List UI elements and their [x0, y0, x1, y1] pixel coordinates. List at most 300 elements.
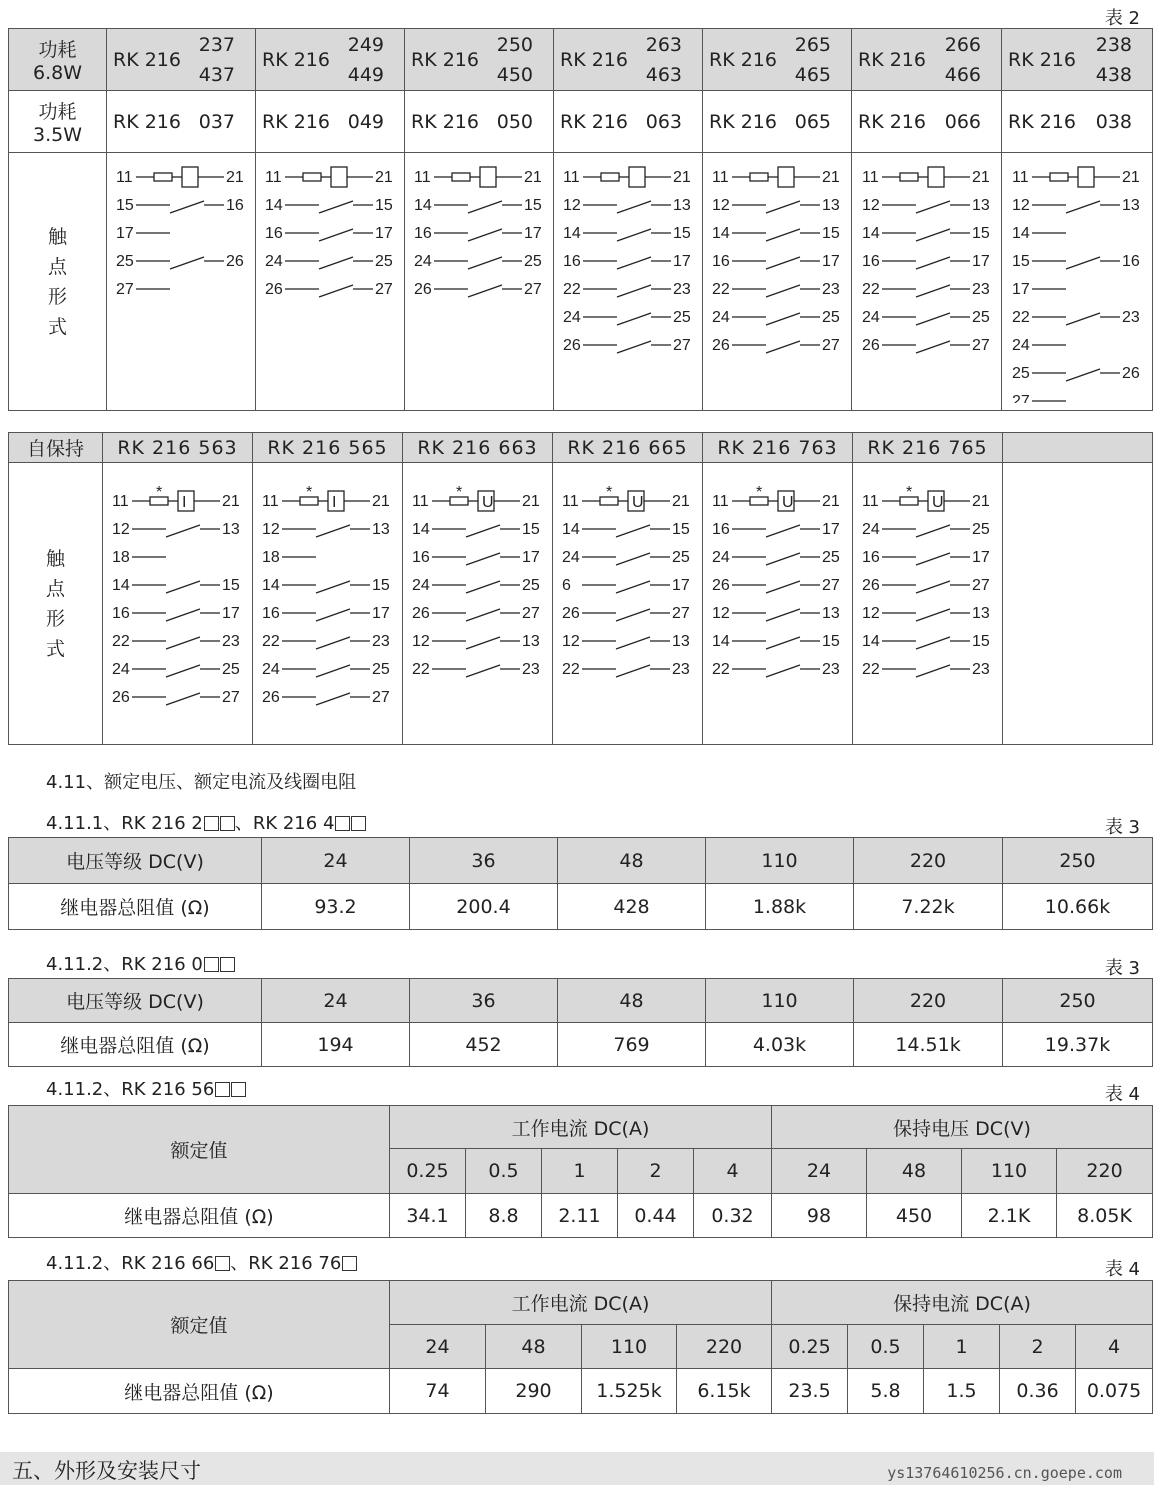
star-mark: *: [155, 484, 162, 501]
cell: 4.03k: [706, 1023, 854, 1067]
cell: 7.22k: [854, 884, 1003, 930]
contact-row: [112, 661, 240, 678]
coil-icon: [182, 167, 198, 187]
contact-row: [563, 167, 691, 187]
terminal-label: 27: [971, 337, 990, 354]
contact-form-label: 触 点 形 式: [9, 463, 103, 745]
terminal-label: 27: [371, 689, 390, 706]
terminal-label: 26: [1122, 365, 1140, 382]
cell: 0.5: [466, 1149, 542, 1194]
cell: 93.2: [262, 884, 410, 930]
contact-blade: [466, 553, 500, 565]
contact-row: [862, 549, 990, 566]
terminal-label: 23: [221, 633, 240, 650]
cell: 4: [1076, 1325, 1153, 1369]
cell: 200.4: [410, 884, 558, 930]
contact-blade: [766, 637, 800, 649]
terminal-label: 17: [375, 225, 393, 242]
coil-icon: [1078, 167, 1094, 187]
contact-row: [563, 337, 691, 354]
contact-blade: [166, 581, 200, 593]
cell: 0.32: [694, 1194, 772, 1238]
cell: 220: [1057, 1149, 1153, 1194]
contact-blade: [316, 581, 350, 593]
contact-row: [712, 484, 840, 511]
terminal-label: 27: [221, 689, 240, 706]
contact-row: [563, 197, 691, 214]
terminal-label: 23: [371, 633, 390, 650]
terminal-label: 11: [411, 493, 429, 510]
terminal-label: 13: [821, 605, 840, 622]
terminal-label: 21: [673, 169, 691, 186]
cell: 4: [694, 1149, 772, 1194]
terminal-label: 12: [563, 197, 581, 214]
contact-blade: [617, 257, 651, 269]
contact-row: [414, 253, 542, 270]
terminal-label: 22: [261, 633, 280, 650]
terminal-label: 17: [116, 225, 134, 242]
row-label: 电压等级 DC(V): [9, 979, 262, 1023]
terminal-label: 12: [261, 521, 280, 538]
contact-blade: [166, 637, 200, 649]
terminal-label: 12: [111, 521, 130, 538]
contact-diagram: [1002, 153, 1153, 411]
terminal-label: 27: [671, 605, 690, 622]
terminal-label: 17: [822, 253, 840, 270]
terminal-label: 21: [1122, 169, 1140, 186]
terminal-label: 16: [563, 253, 581, 270]
cell: 1.88k: [706, 884, 854, 930]
contact-diagram: [853, 463, 1003, 745]
terminal-label: 13: [671, 633, 690, 650]
terminal-label: 26: [226, 253, 244, 270]
terminal-label: 27: [673, 337, 691, 354]
terminal-label: 11: [265, 169, 282, 186]
model-cell: RK 216 066: [852, 91, 1002, 153]
terminal-label: 27: [116, 281, 134, 298]
terminal-label: 26: [411, 605, 430, 622]
terminal-label: 27: [521, 605, 540, 622]
terminal-label: 26: [265, 281, 283, 298]
contact-blade: [316, 637, 350, 649]
table3b: [8, 978, 1153, 1067]
contact-row: [862, 337, 990, 354]
terminal-label: 24: [712, 309, 730, 326]
contact-row: [265, 281, 393, 298]
terminal-label: 24: [861, 521, 880, 538]
terminal-label: 22: [712, 281, 730, 298]
terminal-label: 17: [1012, 281, 1030, 298]
contact-blade: [617, 341, 651, 353]
model-cell: RK 216 449 249: [256, 29, 405, 91]
contact-row: [562, 549, 690, 566]
terminal-label: 18: [111, 549, 130, 566]
contact-row: [112, 484, 240, 511]
terminal-label: 25: [375, 253, 393, 270]
cell: 24: [390, 1325, 486, 1369]
cell: 24: [262, 979, 410, 1023]
terminal-label: 11: [414, 169, 431, 186]
contact-row: [712, 281, 840, 298]
terminal-label: 17: [671, 577, 690, 594]
cell: 36: [410, 838, 558, 884]
cell: 450: [867, 1194, 962, 1238]
terminal-label: 27: [375, 281, 393, 298]
contact-row: [414, 167, 542, 187]
cell: 48: [486, 1325, 582, 1369]
cell: 2.11: [542, 1194, 618, 1238]
contact-row: [563, 225, 691, 242]
t3a-caption: 表 3: [1104, 817, 1140, 838]
terminal-label: 24: [561, 549, 580, 566]
model-cell: RK 216 049: [256, 91, 405, 153]
contact-row: [862, 521, 990, 538]
contact-blade: [766, 581, 800, 593]
latching-label: 自保持: [9, 433, 103, 463]
contact-row: [1012, 197, 1140, 214]
contact-blade: [468, 285, 502, 297]
contact-blade: [616, 525, 650, 537]
latch-model: RK 216 663: [403, 433, 553, 463]
coil-label: I: [181, 494, 186, 511]
group-header: 工作电流 DC(A): [390, 1281, 772, 1325]
contact-blade: [468, 201, 502, 213]
terminal-label: 22: [861, 281, 880, 298]
contact-blade: [316, 665, 350, 677]
contact-row: [262, 484, 390, 511]
cell: 8.05K: [1057, 1194, 1153, 1238]
contact-row: [862, 309, 990, 326]
t3a-heading: 4.11.1、RK 216 2 、RK 216 4: [46, 809, 366, 835]
terminal-label: 15: [821, 633, 840, 650]
contact-row: [562, 661, 690, 678]
terminal-label: 13: [521, 633, 540, 650]
terminal-label: 24: [711, 549, 730, 566]
terminal-label: 24: [261, 661, 280, 678]
terminal-label: 24: [1012, 337, 1030, 354]
resistor-icon: [154, 173, 172, 181]
contact-row: [712, 633, 840, 650]
contact-blade: [617, 285, 651, 297]
terminal-label: 23: [1122, 309, 1140, 326]
model-cell: RK 216 038: [1002, 91, 1153, 153]
cell: 24: [262, 838, 410, 884]
contact-blade: [766, 201, 800, 213]
contact-diagram: [403, 463, 553, 745]
terminal-label: 11: [1012, 169, 1029, 186]
terminal-label: 25: [671, 549, 690, 566]
contact-blade: [916, 257, 950, 269]
terminal-label: 21: [524, 169, 542, 186]
terminal-label: 27: [822, 337, 840, 354]
terminal-label: 14: [265, 197, 283, 214]
contact-blade: [916, 201, 950, 213]
terminal-label: 21: [821, 493, 840, 510]
contact-blade: [916, 581, 950, 593]
terminal-label: 16: [414, 225, 432, 242]
terminal-label: 17: [673, 253, 691, 270]
terminal-label: 17: [221, 605, 240, 622]
terminal-label: 11: [712, 169, 729, 186]
contact-blade: [166, 609, 200, 621]
terminal-label: 27: [524, 281, 542, 298]
row-label: 继电器总阻值 (Ω): [9, 1369, 390, 1414]
terminal-label: 26: [711, 577, 730, 594]
cell: 48: [867, 1149, 962, 1194]
contact-row: [412, 577, 540, 594]
terminal-label: 16: [711, 521, 730, 538]
contact-row: [862, 484, 990, 511]
empty-cell: [1003, 463, 1153, 745]
group-header: 保持电流 DC(A): [772, 1281, 1153, 1325]
terminal-label: 21: [971, 493, 990, 510]
terminal-label: 15: [116, 197, 134, 214]
contact-blade: [766, 313, 800, 325]
terminal-label: 14: [261, 577, 280, 594]
terminal-label: 21: [226, 169, 244, 186]
contact-row: [112, 577, 240, 594]
terminal-label: 14: [111, 577, 130, 594]
contact-row: [1012, 309, 1140, 326]
contact-diagram: [107, 153, 256, 411]
contact-row: [412, 661, 540, 678]
contact-blade: [766, 525, 800, 537]
contact-row: [414, 197, 542, 214]
contact-blade: [766, 665, 800, 677]
resistor-icon: [750, 173, 768, 181]
cell: 36: [410, 979, 558, 1023]
contact-row: [262, 661, 390, 678]
contact-row: [712, 167, 840, 187]
contact-row: [116, 225, 170, 242]
contact-row: [265, 197, 393, 214]
contact-blade: [766, 229, 800, 241]
cell: 1: [542, 1149, 618, 1194]
contact-row: [1012, 365, 1140, 382]
contact-blade: [466, 665, 500, 677]
terminal-label: 14: [561, 521, 580, 538]
terminal-label: 16: [861, 253, 880, 270]
coil-icon: [629, 167, 645, 187]
empty-cell: [1003, 433, 1153, 463]
contact-diagram: [703, 463, 853, 745]
contact-blade: [466, 637, 500, 649]
terminal-label: 21: [375, 169, 393, 186]
contact-blade: [166, 665, 200, 677]
table2: [8, 28, 1153, 411]
contact-row: [412, 549, 540, 566]
contact-row: [112, 549, 166, 566]
terminal-label: 15: [971, 633, 990, 650]
model-cell: RK 216 437 237: [107, 29, 256, 91]
cell: 452: [410, 1023, 558, 1067]
contact-row: [563, 309, 691, 326]
terminal-label: 15: [1012, 253, 1030, 270]
contact-row: [1012, 253, 1140, 270]
contact-row: [1012, 393, 1066, 403]
terminal-label: 11: [711, 493, 729, 510]
terminal-label: 11: [111, 493, 129, 510]
latch-model: RK 216 565: [253, 433, 403, 463]
t3b-heading: 4.11.2、RK 216 0: [46, 950, 235, 976]
terminal-label: 15: [671, 521, 690, 538]
cell: 2: [1000, 1325, 1076, 1369]
contact-blade: [1066, 201, 1100, 213]
terminal-label: 23: [822, 281, 840, 298]
model-cell: RK 216 065: [703, 91, 852, 153]
terminal-label: 13: [371, 521, 390, 538]
table4b: [8, 1280, 1153, 1414]
terminal-label: 16: [712, 253, 730, 270]
t4a-caption: 表 4: [1104, 1084, 1140, 1105]
cell: 34.1: [390, 1194, 466, 1238]
terminal-label: 12: [861, 197, 880, 214]
contact-blade: [916, 313, 950, 325]
contact-blade: [170, 257, 204, 269]
power-68-label: 功耗 6.8W: [9, 29, 107, 91]
terminal-label: 11: [563, 169, 580, 186]
contact-blade: [616, 665, 650, 677]
terminal-label: 22: [561, 661, 580, 678]
cell: 24: [772, 1149, 867, 1194]
terminal-label: 11: [261, 493, 279, 510]
terminal-label: 16: [1122, 253, 1140, 270]
contact-blade: [766, 341, 800, 353]
cell: 14.51k: [854, 1023, 1003, 1067]
terminal-label: 13: [971, 605, 990, 622]
contact-blade: [166, 525, 200, 537]
contact-row: [1012, 167, 1140, 187]
contact-form-label: 触 点 形 式: [9, 153, 107, 411]
terminal-label: 22: [563, 281, 581, 298]
row-label: 电压等级 DC(V): [9, 838, 262, 884]
terminal-label: 14: [861, 633, 880, 650]
contact-row: [262, 605, 390, 622]
terminal-label: 25: [822, 309, 840, 326]
model-cell: RK 216 463 263: [554, 29, 703, 91]
contact-row: [862, 605, 990, 622]
terminal-label: 26: [861, 577, 880, 594]
cell: 110: [582, 1325, 677, 1369]
terminal-label: 27: [1012, 393, 1030, 403]
coil-label: I: [331, 494, 336, 511]
latch-model: RK 216 763: [703, 433, 853, 463]
terminal-label: 26: [261, 689, 280, 706]
contact-blade: [766, 553, 800, 565]
contact-row: [712, 253, 840, 270]
cell: 0.36: [1000, 1369, 1076, 1414]
terminal-label: 13: [673, 197, 691, 214]
terminal-label: 17: [371, 605, 390, 622]
contact-blade: [316, 609, 350, 621]
terminal-label: 13: [1122, 197, 1140, 214]
cell: 194: [262, 1023, 410, 1067]
star-mark: *: [305, 484, 312, 501]
contact-blade: [319, 201, 353, 213]
contact-row: [712, 521, 840, 538]
row-label: 继电器总阻值 (Ω): [9, 1194, 390, 1238]
contact-row: [712, 577, 840, 594]
cell: 10.66k: [1003, 884, 1153, 930]
contact-blade: [468, 229, 502, 241]
terminal-label: 16: [226, 197, 244, 214]
terminal-label: 13: [822, 197, 840, 214]
terminal-label: 16: [261, 605, 280, 622]
contact-row: [712, 309, 840, 326]
terminal-label: 25: [821, 549, 840, 566]
terminal-label: 25: [521, 577, 540, 594]
contact-blade: [916, 341, 950, 353]
cell: 23.5: [772, 1369, 848, 1414]
contact-blade: [916, 285, 950, 297]
section-4-11-title: 4.11、额定电压、额定电流及线圈电阻: [46, 772, 357, 793]
terminal-label: 22: [111, 633, 130, 650]
contact-row: [112, 633, 240, 650]
cell: 220: [677, 1325, 772, 1369]
star-mark: *: [455, 484, 462, 501]
table4a: [8, 1105, 1153, 1238]
cell: 220: [854, 979, 1003, 1023]
terminal-label: 26: [111, 689, 130, 706]
contact-blade: [916, 665, 950, 677]
cell: 0.25: [390, 1149, 466, 1194]
contact-row: [563, 281, 691, 298]
cell: 290: [486, 1369, 582, 1414]
contact-row: [712, 549, 840, 566]
contact-row: [412, 633, 540, 650]
contact-row: [265, 225, 393, 242]
contact-diagram: [852, 153, 1002, 411]
t4b-heading: 4.11.2、RK 216 66 、RK 216 76: [46, 1249, 357, 1275]
terminal-label: 15: [524, 197, 542, 214]
cell: 1.525k: [582, 1369, 677, 1414]
cell: 8.8: [466, 1194, 542, 1238]
contact-blade: [616, 609, 650, 621]
terminal-label: 24: [414, 253, 432, 270]
terminal-label: 26: [414, 281, 432, 298]
cell: 48: [558, 979, 706, 1023]
model-cell: RK 216 037: [107, 91, 256, 153]
terminal-label: 24: [563, 309, 581, 326]
cell: 48: [558, 838, 706, 884]
contact-row: [862, 633, 990, 650]
table2-caption: 表 2: [1104, 8, 1140, 29]
coil-icon: [928, 167, 944, 187]
latch-model: RK 216 765: [853, 433, 1003, 463]
contact-blade: [766, 285, 800, 297]
contact-row: [112, 605, 240, 622]
terminal-label: 13: [971, 197, 990, 214]
coil-label: U: [931, 494, 944, 511]
terminal-label: 16: [265, 225, 283, 242]
terminal-label: 23: [673, 281, 691, 298]
terminal-label: 25: [116, 253, 134, 270]
contact-diagram: [703, 153, 852, 411]
contact-row: [262, 549, 316, 566]
contact-row: [1012, 281, 1066, 298]
latch-model: RK 216 665: [553, 433, 703, 463]
contact-diagram: [253, 463, 403, 745]
contact-blade: [466, 581, 500, 593]
terminal-label: 6: [561, 577, 571, 594]
contact-blade: [916, 229, 950, 241]
contact-row: [712, 605, 840, 622]
cell: 110: [962, 1149, 1057, 1194]
terminal-label: 21: [371, 493, 390, 510]
terminal-label: 17: [971, 253, 990, 270]
terminal-label: 18: [261, 549, 280, 566]
terminal-label: 24: [111, 661, 130, 678]
